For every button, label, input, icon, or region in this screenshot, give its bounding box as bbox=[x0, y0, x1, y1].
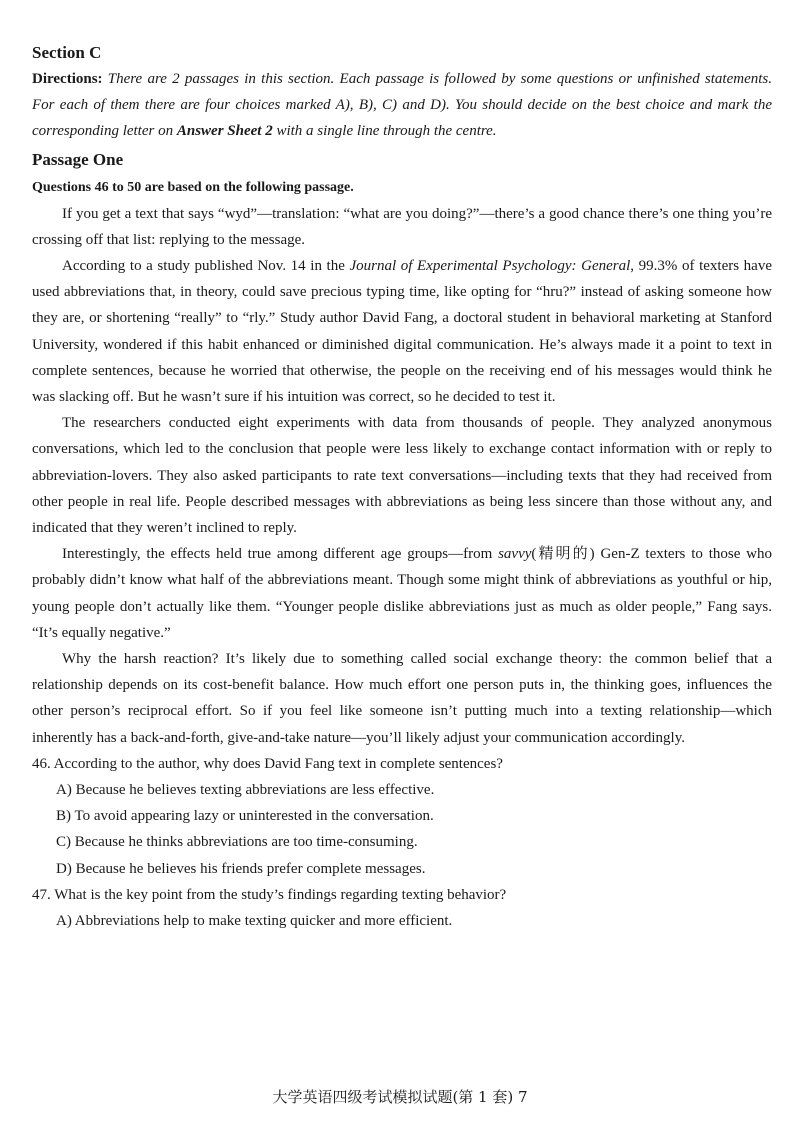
paragraph-4 bbox=[32, 541, 772, 646]
section-title: Section C bbox=[32, 43, 102, 62]
question-46-stem: 46. According to the author, why does David Fang text in complete sentences? bbox=[32, 755, 503, 772]
directions-text-1: There are 2 passages in this section. Each passage is followed by some questions or unfinished statements. For each of them there are four choices marked A), B), C) and D). You should decide on the best choice and mark the corresponding letter on bbox=[32, 71, 772, 140]
paragraph-3: The researchers conducted eight experiments with data from thousands of people. They analyzed anonymous conversations, which led to the conclusion that people were less likely to exchange contact information with or reply to abbreviation-lovers. They also asked participants to rate text conversations—including texts that they had received from other people in real life. People described messages with abbreviations as being less sincere than those without any, and indicated that they weren’t inclined to reply. bbox=[32, 415, 772, 537]
questions-heading: Questions 46 to 50 are based on the following passage. bbox=[32, 179, 354, 195]
paragraph-2 bbox=[32, 253, 772, 410]
passage-title: Passage One bbox=[32, 149, 124, 169]
page-footer: 大学英语四级考试模拟试题(第 1 套) 7 bbox=[272, 1088, 528, 1106]
paragraph-4-text-b: Gen-Z texters to those who probably didn’t know what half of the abbreviations meant. Though some might think of abbreviations as youthful or hip, young people don’t actually like them. “Younger people dislike abbreviations just as much as older people,” Fang says. “It’s equally negative.” bbox=[32, 546, 772, 641]
answer-sheet-label: Answer Sheet 2 bbox=[176, 123, 273, 140]
question-47-option-a: A) Abbreviations help to make texting quicker and more efficient. bbox=[56, 913, 453, 930]
question-47-stem: 47. What is the key point from the study’s findings regarding texting behavior? bbox=[32, 886, 507, 903]
question-46-option-a: A) Because he believes texting abbreviations are less effective. bbox=[56, 782, 435, 799]
question-46-option-b: B) To avoid appearing lazy or uninterested in the conversation. bbox=[56, 808, 434, 825]
question-46-option-c: C) Because he thinks abbreviations are too time-consuming. bbox=[56, 834, 418, 851]
directions: Directions: There are 2 passages in this section. Each passage is followed by some questions or unfinished statements. For each of them there are four choices marked A), B), C) and D). You should decide on the best choice and mark the corresponding letter on Answer Sheet 2 with a single line through the centre. bbox=[32, 71, 772, 140]
savvy-gloss: (精明的) bbox=[531, 546, 595, 563]
directions-label: Directions bbox=[32, 71, 98, 87]
paragraph-5: Why the harsh reaction? It’s likely due to something called social exchange theory: the common belief that a relationship depends on its cost-benefit balance. How much effort one person puts in, the thinking goes, influences the other person’s reciprocal effort. So if you feel like someone isn’t putting much into a texting relationship—which inherently has a back-and-forth, give-and-take nature—you’ll likely adjust your communication accordingly. bbox=[32, 651, 772, 746]
word-savvy: savvy bbox=[498, 546, 532, 563]
paragraph-2-text-a: According to a study published Nov. 14 in the bbox=[62, 258, 350, 275]
paragraph-2-text-b: , 99.3% of texters have used abbreviations that, in theory, could save precious typing time, like opting for “hru?” instead of asking someone how they are, or shortening “really” to “rly.” Study author David Fang, a doctoral student in behavioral marketing at Stanford University, wondered if this habit enhanced or diminished digital communication. He’s always made it a point to text in complete sentences, because he worried that otherwise, the people on the receiving end of his messages would think he was slacking off. But he wasn’t sure if his intuition was correct, so he decided to test it. bbox=[32, 258, 772, 406]
question-46-option-d: D) Because he believes his friends prefer complete messages. bbox=[56, 860, 426, 877]
exam-page bbox=[32, 40, 772, 934]
journal-title: Journal of Experimental Psychology: General bbox=[349, 258, 631, 275]
paragraph-4-text-a: Interestingly, the effects held true among different age groups—from bbox=[62, 546, 499, 563]
paragraph-1: If you get a text that says “wyd”—translation: “what are you doing?”—there’s a good chance there’s one thing you’re crossing off that list: replying to the message. bbox=[32, 205, 772, 248]
directions-text-2: with a single line through the centre. bbox=[272, 123, 497, 140]
